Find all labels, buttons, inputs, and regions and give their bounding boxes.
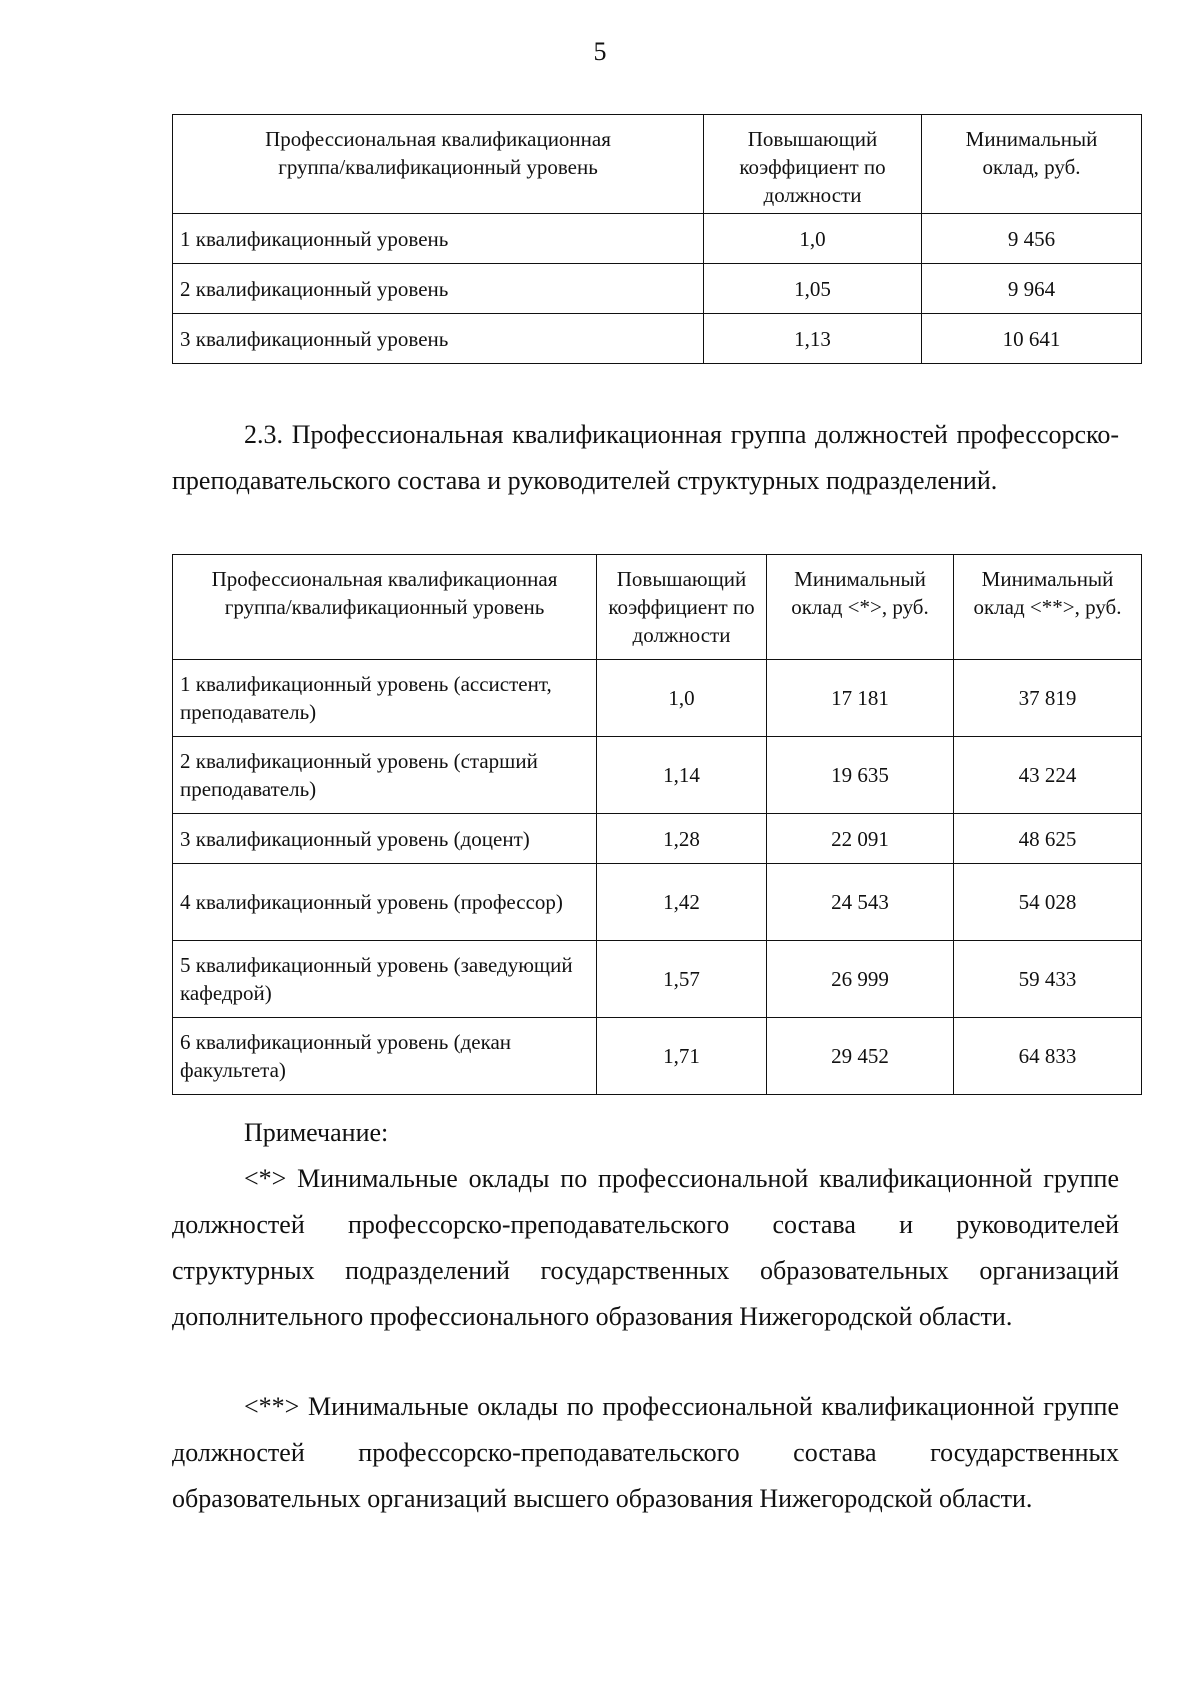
cell-level: 1 квалификационный уровень (ассистент, преподаватель) [173,660,597,737]
header-coefficient: Повышающий коэффициент по должности [704,115,922,214]
header-min-salary: Минимальный оклад, руб. [922,115,1142,214]
cell-coefficient: 1,13 [704,314,922,364]
cell-coefficient: 1,42 [597,864,767,941]
cell-coefficient: 1,28 [597,814,767,864]
cell-level: 2 квалификационный уровень [173,264,704,314]
cell-level: 3 квалификационный уровень [173,314,704,364]
table-row [173,1018,1142,1095]
cell-level: 1 квалификационный уровень [173,214,704,264]
cell-coefficient: 1,57 [597,941,767,1018]
cell-salary-1: 19 635 [767,737,954,814]
cell-salary-2: 64 833 [954,1018,1142,1095]
cell-salary: 10 641 [922,314,1142,364]
cell-salary: 9 456 [922,214,1142,264]
cell-coefficient: 1,05 [704,264,922,314]
cell-coefficient: 1,0 [597,660,767,737]
cell-salary-2: 48 625 [954,814,1142,864]
header-group-level: Профессиональная квалификационная группа/квалификационный уровень [173,555,597,660]
footnote-double-asterisk [172,1384,1119,1522]
cell-salary-1: 26 999 [767,941,954,1018]
table-header-row [173,555,1142,660]
cell-level: 5 квалификационный уровень (заведующий кафедрой) [173,941,597,1018]
footnote-single-asterisk [172,1156,1119,1340]
table-header-row [173,115,1142,214]
cell-coefficient: 1,14 [597,737,767,814]
table-row [173,941,1142,1018]
note-label: Примечание: [244,1118,389,1147]
table-row [173,264,1142,314]
cell-salary: 9 964 [922,264,1142,314]
cell-level: 2 квалификационный уровень (старший преподаватель) [173,737,597,814]
cell-salary-2: 43 224 [954,737,1142,814]
cell-level: 4 квалификационный уровень (профессор) [173,864,597,941]
cell-level: 6 квалификационный уровень (декан факультета) [173,1018,597,1095]
footnote-text: <**> Минимальные оклады по профессиональной квалификационной группе должностей профессорско-преподавательского состава государственных образовательных организаций высшего образования Нижегородской области. [172,1392,1119,1513]
cell-coefficient: 1,71 [597,1018,767,1095]
salary-table-general [172,114,1142,364]
footnote-text: <*> Минимальные оклады по профессиональной квалификационной группе должностей профессорско-преподавательского состава и руководителей структурных подразделений государственных образовательных организаций дополнительного профессионального образования Нижегородской области. [172,1164,1119,1331]
table-row [173,864,1142,941]
page-number: 5 [593,37,607,66]
table-row [173,814,1142,864]
salary-table-faculty [172,554,1142,1095]
cell-salary-2: 59 433 [954,941,1142,1018]
table-row [173,737,1142,814]
table-row [173,214,1142,264]
section-text: Профессиональная квалификационная группа должностей профессорско-преподавательского состава и руководителей структурных подразделений. [172,420,1120,495]
cell-coefficient: 1,0 [704,214,922,264]
header-coefficient: Повышающий коэффициент по должности [597,555,767,660]
cell-salary-1: 29 452 [767,1018,954,1095]
cell-salary-2: 37 819 [954,660,1142,737]
cell-salary-1: 24 543 [767,864,954,941]
cell-salary-1: 22 091 [767,814,954,864]
header-group-level: Профессиональная квалификационная группа/квалификационный уровень [173,115,704,214]
header-min-salary-1: Минимальный оклад <*>, руб. [767,555,954,660]
cell-salary-1: 17 181 [767,660,954,737]
section-heading [172,412,1119,504]
section-number: 2.3. [244,420,283,449]
table-row [173,314,1142,364]
cell-salary-2: 54 028 [954,864,1142,941]
cell-level: 3 квалификационный уровень (доцент) [173,814,597,864]
table-row [173,660,1142,737]
header-min-salary-2: Минимальный оклад <**>, руб. [954,555,1142,660]
